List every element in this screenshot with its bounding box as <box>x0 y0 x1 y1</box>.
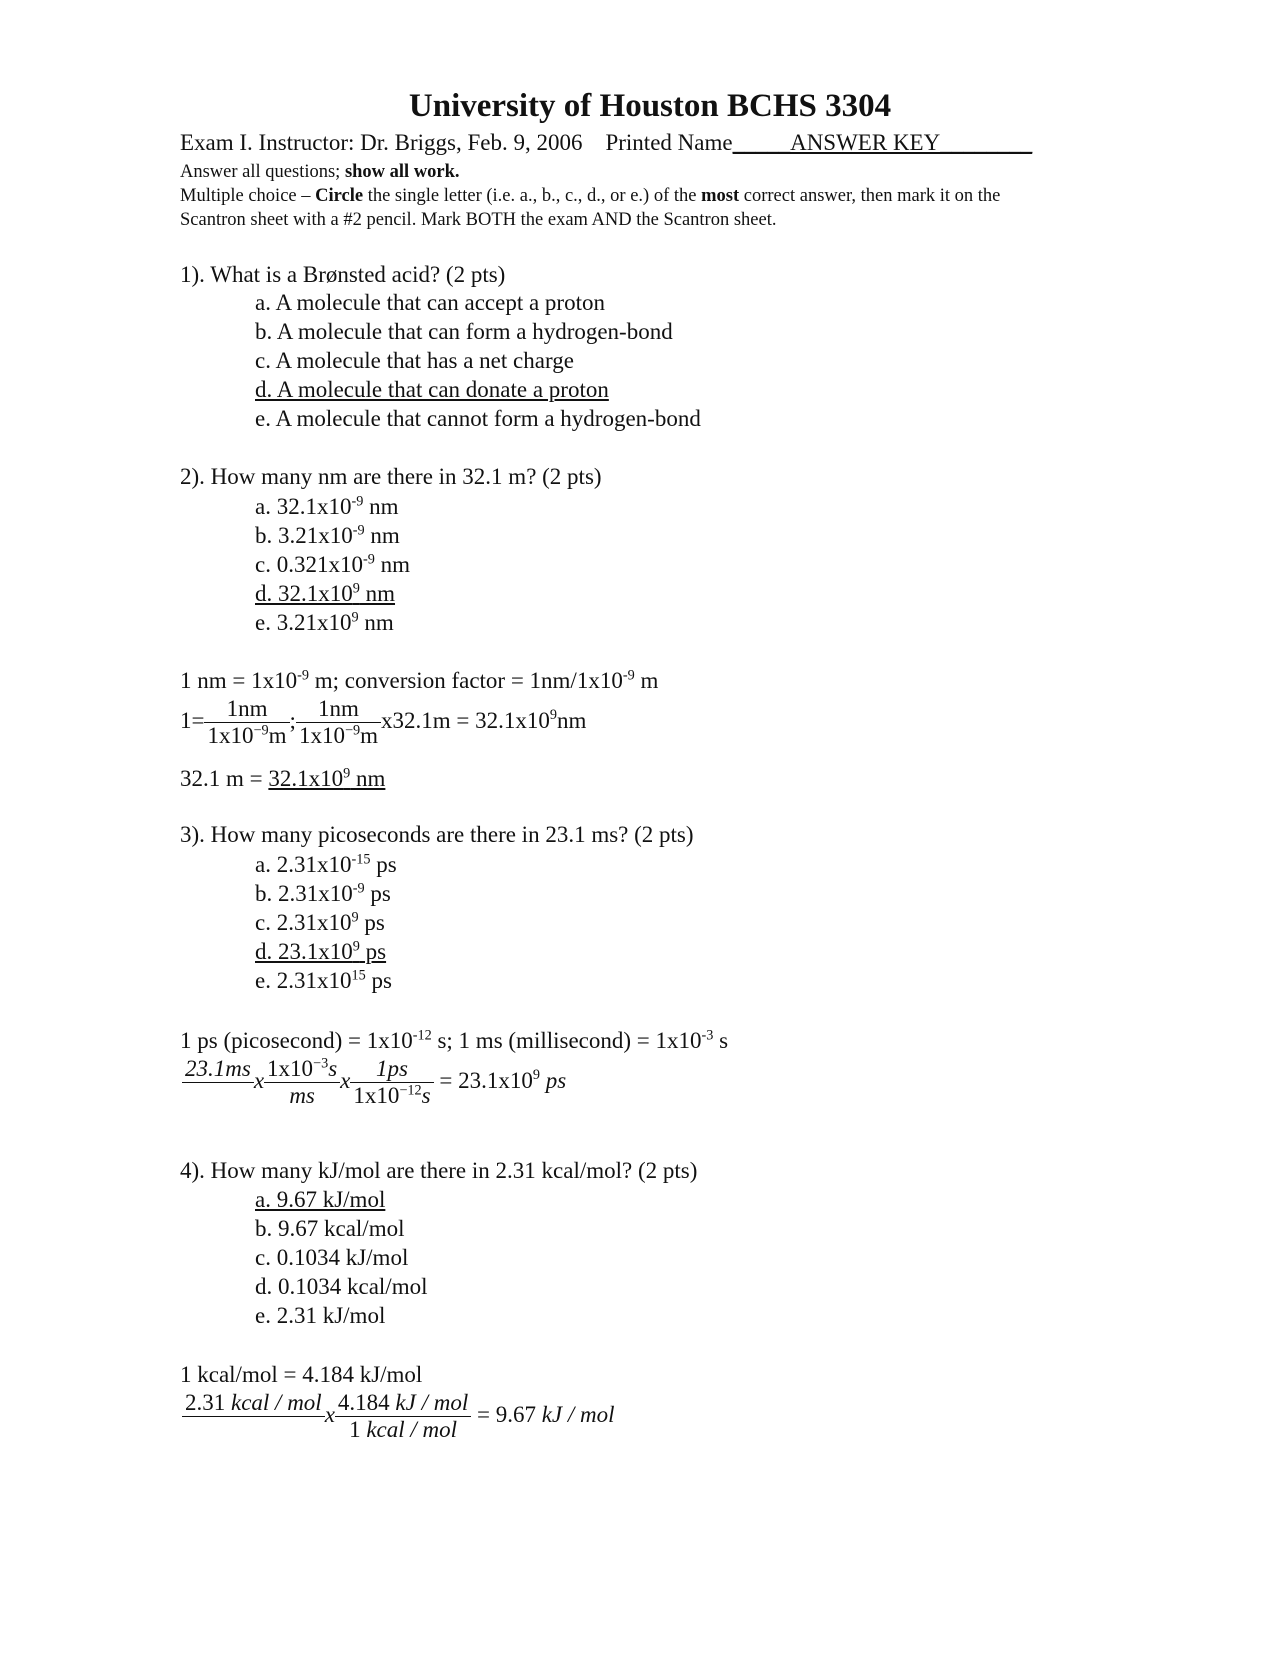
separator: ; <box>289 707 296 733</box>
q2-conversion-note <box>180 668 658 694</box>
denominator <box>204 723 289 749</box>
q4-option-c: c. 0.1034 kJ/mol <box>255 1245 409 1270</box>
option-unit: ps <box>370 852 397 877</box>
q1-option-b: b. A molecule that can form a hydrogen-bond <box>255 319 673 344</box>
den-base: 1x10 <box>298 723 345 748</box>
exponent: −9 <box>253 722 269 739</box>
denominator <box>335 1417 471 1443</box>
denominator: ms <box>289 1083 315 1108</box>
q2-answer <box>180 766 385 792</box>
equation-rhs: x32.1m = 32.1x10 <box>381 707 550 733</box>
q4-option-d: d. 0.1034 kcal/mol <box>255 1274 428 1299</box>
option-unit: nm <box>358 610 394 635</box>
printed-name-value: _____ANSWER KEY________ <box>732 130 1033 155</box>
den-unit: m <box>268 723 287 748</box>
exponent: 15 <box>351 967 366 984</box>
exponent: 9 <box>352 580 360 597</box>
fraction <box>182 1390 325 1443</box>
instructions-emphasis: Circle <box>315 186 364 206</box>
option-text: e. 2.31x10 <box>255 968 352 993</box>
option-text: a. 2.31x10 <box>255 852 352 877</box>
num-unit: s <box>328 1056 338 1081</box>
q3-option-e <box>255 968 392 994</box>
den-value: 1 <box>349 1417 367 1442</box>
option-text: b. 2.31x10 <box>255 881 353 906</box>
q3-conversion-note <box>180 1028 728 1054</box>
answer-base: 32.1x10 <box>268 766 344 791</box>
denominator <box>350 1083 433 1109</box>
exponent: 9 <box>549 707 557 724</box>
option-text: d. 32.1x10 <box>255 581 353 606</box>
q4-option-e: e. 2.31 kJ/mol <box>255 1303 386 1328</box>
q3-option-c <box>255 910 385 936</box>
exponent: -12 <box>412 1027 432 1044</box>
instructions-line-3: Scantron sheet with a #2 pencil. Mark BOTH the exam AND the Scantron sheet. <box>180 210 777 230</box>
numerator: 1nm <box>204 696 289 723</box>
denominator <box>182 1417 325 1443</box>
work-text: m; conversion factor = 1nm/1x10 <box>309 668 623 693</box>
exponent: -9 <box>352 522 365 539</box>
result-value: = 23.1x10 <box>439 1067 533 1093</box>
times-sign: x <box>340 1067 351 1093</box>
work-text: s; 1 ms (millisecond) = 1x10 <box>431 1028 702 1053</box>
exponent: −9 <box>344 722 361 739</box>
option-unit: nm <box>374 552 410 577</box>
exponent: -15 <box>351 851 371 868</box>
q4-option-a-correct: a. 9.67 kJ/mol <box>255 1187 386 1212</box>
option-text: a. 32.1x10 <box>255 494 352 519</box>
exponent: 9 <box>532 1067 540 1084</box>
page-title: University of Houston BCHS 3304 <box>408 88 892 124</box>
question-4: 4). How many kJ/mol are there in 2.31 kcal/mol? (2 pts) <box>180 1158 698 1183</box>
q2-equation <box>180 696 586 749</box>
option-unit: nm <box>364 523 400 548</box>
question-3: 3). How many picoseconds are there in 23.1 ms? (2 pts) <box>180 822 694 847</box>
numerator: 1nm <box>296 696 381 723</box>
exponent: 9 <box>352 938 360 955</box>
work-text: s <box>713 1028 729 1053</box>
exponent: -3 <box>701 1027 714 1044</box>
fraction <box>204 696 289 749</box>
work-text: 1 nm = 1x10 <box>180 668 298 693</box>
q2-option-c <box>255 552 410 578</box>
instructions-text: correct answer, then mark it on the <box>739 186 1001 206</box>
numerator <box>182 1390 325 1417</box>
exponent: -9 <box>351 493 364 510</box>
exam-info-line <box>180 130 1032 156</box>
printed-name-label: Printed Name <box>605 130 733 155</box>
option-unit: nm <box>363 494 399 519</box>
option-text: e. 3.21x10 <box>255 610 352 635</box>
den-base: 1x10 <box>353 1083 400 1108</box>
result-unit: ps <box>545 1067 567 1093</box>
q3-equation <box>182 1056 566 1109</box>
exponent: −12 <box>399 1082 422 1099</box>
option-unit: ps <box>365 968 392 993</box>
work-text: 1 ps (picosecond) = 1x10 <box>180 1028 413 1053</box>
instructions-text: the single letter (i.e. a., b., c., d., or e.) of the <box>363 186 702 206</box>
answer-text: 32.1 m = <box>180 766 269 791</box>
q1-option-a: a. A molecule that can accept a proton <box>255 290 605 315</box>
q4-option-b: b. 9.67 kcal/mol <box>255 1216 405 1241</box>
fraction <box>350 1056 433 1109</box>
instructions-emphasis: show all work. <box>344 162 460 182</box>
den-base: 1x10 <box>207 723 254 748</box>
q2-option-e <box>255 610 394 636</box>
q3-option-a <box>255 852 397 878</box>
numerator <box>335 1390 471 1417</box>
exponent: −3 <box>313 1055 329 1072</box>
num-unit: kJ / mol <box>395 1390 469 1415</box>
num-base: 1x10 <box>267 1056 314 1081</box>
numerator: 23.1ms <box>182 1056 254 1083</box>
q2-option-d-correct <box>255 581 395 607</box>
exponent: -9 <box>362 551 375 568</box>
q2-option-b <box>255 523 400 549</box>
q4-conversion-note: 1 kcal/mol = 4.184 kJ/mol <box>180 1362 423 1387</box>
answer-unit: nm <box>350 766 386 791</box>
fraction <box>335 1390 471 1443</box>
exponent: -9 <box>352 880 365 897</box>
q1-option-c: c. A molecule that has a net charge <box>255 348 574 373</box>
denominator <box>182 1083 254 1109</box>
option-text: c. 0.321x10 <box>255 552 363 577</box>
q2-option-a <box>255 494 398 520</box>
question-2: 2). How many nm are there in 32.1 m? (2 pts) <box>180 464 602 489</box>
exponent: -9 <box>622 667 635 684</box>
denominator <box>296 723 381 749</box>
num-value: 4.184 <box>337 1390 390 1415</box>
result-unit: nm <box>557 707 587 733</box>
fraction <box>296 696 381 749</box>
option-unit: ps <box>364 881 391 906</box>
num-value: 2.31 <box>185 1390 226 1415</box>
result-unit: kJ / mol <box>541 1401 615 1427</box>
exponent: -9 <box>297 667 309 684</box>
fraction <box>182 1056 254 1109</box>
q1-option-e: e. A molecule that cannot form a hydrogen-bond <box>255 406 701 431</box>
exponent: 9 <box>343 765 351 782</box>
times-sign: x <box>253 1067 265 1093</box>
option-text: c. 2.31x10 <box>255 910 352 935</box>
num-unit: kcal / mol <box>231 1390 322 1415</box>
q3-option-d-correct <box>255 939 386 965</box>
option-text: d. 23.1x10 <box>255 939 353 964</box>
times-sign: x <box>324 1401 335 1427</box>
q3-option-b <box>255 881 391 907</box>
instructions-line-2 <box>180 186 1000 207</box>
instructions-emphasis: most <box>701 186 740 206</box>
option-unit: ps <box>359 939 387 964</box>
exponent: 9 <box>351 609 359 626</box>
q1-option-d-correct: d. A molecule that can donate a proton <box>255 377 609 402</box>
option-unit: nm <box>359 581 396 606</box>
option-text: b. 3.21x10 <box>255 523 353 548</box>
option-unit: ps <box>358 910 385 935</box>
work-text: m <box>634 668 659 693</box>
answer-value <box>268 766 385 791</box>
instructions-text: Answer all questions; <box>180 162 345 182</box>
numerator: 1ps <box>350 1056 433 1083</box>
equation-lhs: 1= <box>180 707 205 733</box>
den-unit: kcal / mol <box>366 1417 458 1442</box>
den-unit: s <box>421 1083 431 1108</box>
exam-info: Exam I. Instructor: Dr. Briggs, Feb. 9, 2006 <box>180 130 583 155</box>
exponent: 9 <box>351 909 359 926</box>
q4-equation <box>182 1390 615 1443</box>
fraction <box>264 1056 340 1109</box>
question-1: 1). What is a Brønsted acid? (2 pts) <box>180 262 506 287</box>
instructions-line-1 <box>180 162 460 183</box>
instructions-text: Multiple choice – <box>180 186 316 206</box>
numerator <box>264 1056 340 1083</box>
den-unit: m <box>360 723 378 748</box>
result-value: = 9.67 <box>476 1401 542 1427</box>
